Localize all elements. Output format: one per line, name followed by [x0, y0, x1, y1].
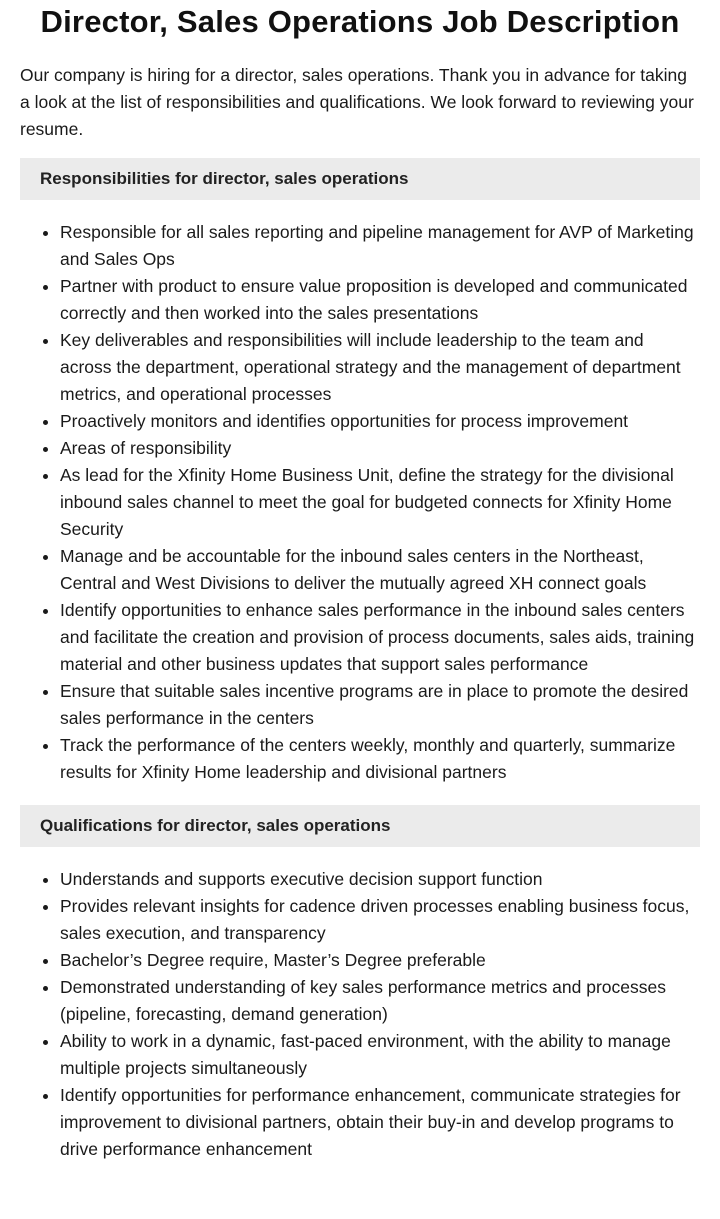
qualifications-heading: Qualifications for director, sales operations: [20, 805, 700, 847]
list-item: • Areas of responsibility: [60, 435, 700, 462]
list-item: • Provides relevant insights for cadence driven processes enabling business focus, sales execution, and transparency: [60, 893, 700, 947]
responsibilities-heading: Responsibilities for director, sales operations: [20, 158, 700, 200]
list-item: • Bachelor’s Degree require, Master’s Degree preferable: [60, 947, 700, 974]
list-item: • Track the performance of the centers weekly, monthly and quarterly, summarize results for Xfinity Home leadership and divisional partners: [60, 732, 700, 786]
page-title: Director, Sales Operations Job Description: [40, 4, 680, 39]
list-item: • Responsible for all sales reporting and pipeline management for AVP of Marketing and Sales Ops: [60, 219, 700, 273]
list-item: • Partner with product to ensure value proposition is developed and communicated correctly and then worked into the sales presentations: [60, 273, 700, 327]
responsibilities-list: [20, 219, 700, 786]
list-item: • Ensure that suitable sales incentive programs are in place to promote the desired sales performance in the centers: [60, 678, 700, 732]
list-item: • Identify opportunities to enhance sales performance in the inbound sales centers and facilitate the creation and provision of process documents, sales aids, training material and other business updates that support sales performance: [60, 597, 700, 678]
list-item: • Identify opportunities for performance enhancement, communicate strategies for improvement to divisional partners, obtain their buy-in and develop programs to drive performance enhancement: [60, 1082, 700, 1163]
list-item: • Demonstrated understanding of key sales performance metrics and processes (pipeline, forecasting, demand generation): [60, 974, 700, 1028]
list-item: • Key deliverables and responsibilities will include leadership to the team and across the department, operational strategy and the management of department metrics, and operational processes: [60, 327, 700, 408]
qualifications-list: [20, 866, 700, 1163]
list-item: • As lead for the Xfinity Home Business Unit, define the strategy for the divisional inbound sales channel to meet the goal for budgeted connects for Xfinity Home Security: [60, 462, 700, 543]
intro-paragraph: Our company is hiring for a director, sales operations. Thank you in advance for taking a look at the list of responsibilities and qualifications. We look forward to reviewing your resume.: [20, 65, 694, 139]
list-item: • Ability to work in a dynamic, fast-paced environment, with the ability to manage multiple projects simultaneously: [60, 1028, 700, 1082]
list-item: • Understands and supports executive decision support function: [60, 866, 700, 893]
list-item: • Manage and be accountable for the inbound sales centers in the Northeast, Central and West Divisions to deliver the mutually agreed XH connect goals: [60, 543, 700, 597]
list-item: • Proactively monitors and identifies opportunities for process improvement: [60, 408, 700, 435]
